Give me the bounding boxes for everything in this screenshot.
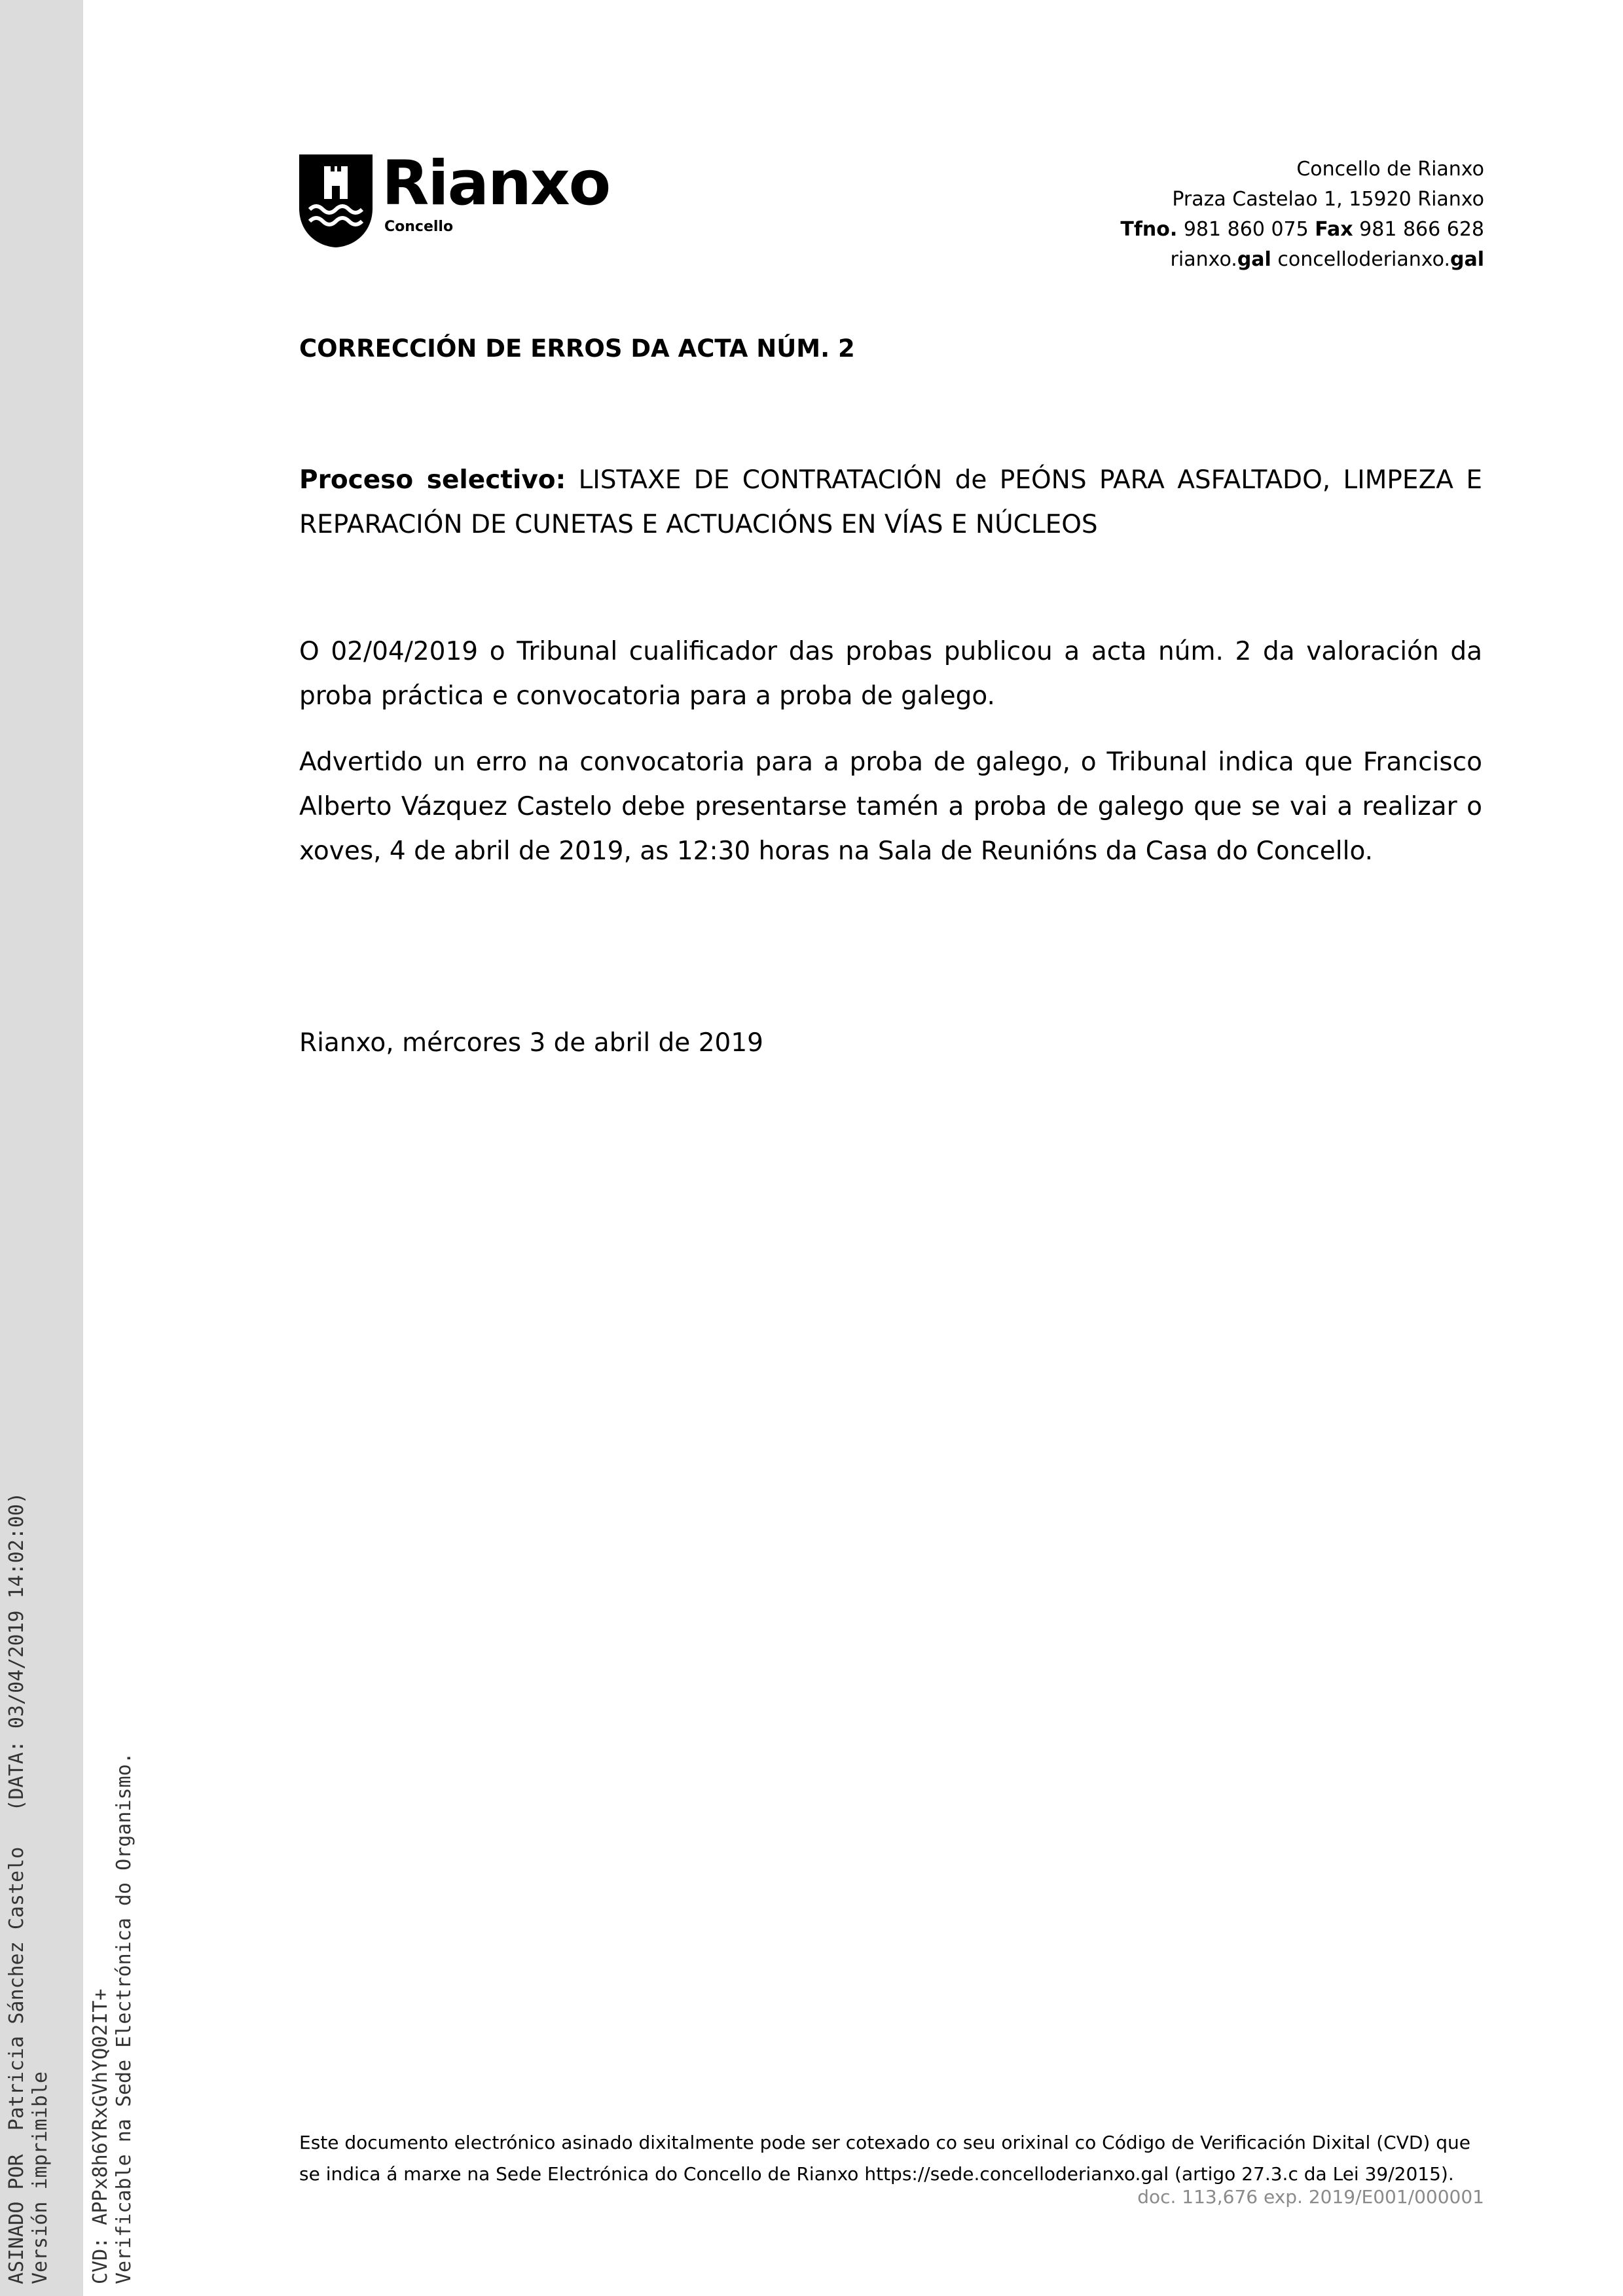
- coat-of-arms-icon: [299, 154, 373, 247]
- contact-webs: [1120, 245, 1484, 275]
- tel-label: Tfno.: [1120, 218, 1178, 241]
- logo-wordmark: Rianxo: [382, 148, 610, 219]
- web1-domain[interactable]: rianxo.: [1170, 248, 1237, 271]
- paragraph-2: Advertido un erro na convocatoria para a proba de galego, o Tribunal indica que Francisco Alberto Vázquez Castelo debe presentarse tamén a proba de galego que se vai a realizar o xoves, 4 de abril de 2019, as 12:30 horas na Sala de Reunións da Casa do Concello.: [299, 747, 1482, 866]
- web2-tld[interactable]: gal: [1450, 248, 1484, 271]
- web1-tld[interactable]: gal: [1237, 248, 1271, 271]
- document-reference: doc. 113,676 exp. 2019/E001/000001: [1137, 2186, 1484, 2208]
- paragraph-1: O 02/04/2019 o Tribunal cualificador das probas publicou a acta núm. 2 da valoración da proba práctica e convocatoria para a proba de galego.: [299, 637, 1482, 711]
- contact-phones: [1120, 215, 1484, 245]
- tel-value: 981 860 075: [1183, 218, 1309, 241]
- signature-line: ASINADO POR Patricia Sánchez Castelo (DATA: 03/04/2019 14:02:00): [5, 1492, 28, 2284]
- web2-domain[interactable]: concelloderianxo.: [1277, 248, 1450, 271]
- cvd-verification-note: Verificable na Sede Electrónica do Organismo.: [113, 1752, 136, 2284]
- process-paragraph: [299, 458, 1482, 547]
- cvd-stamp: [89, 1752, 136, 2284]
- contact-block: [1120, 154, 1484, 275]
- contact-name: Concello de Rianxo: [1296, 158, 1484, 181]
- document-title: CORRECCIÓN DE ERROS DA ACTA NÚM. 2: [299, 334, 855, 363]
- signature-stamp: [5, 1492, 52, 2284]
- cvd-notice: Este documento electrónico asinado dixitalmente pode ser cotexado co seu orixinal co Código de Verificación Dixital (CVD) que se indica á marxe na Sede Electrónica do Concello de Rianxo https://sede.concelloderianxo.gal (artigo 27.3.c da Lei 39/2015).: [299, 2132, 1470, 2185]
- printable-version-label: Versión imprimible: [29, 2071, 52, 2284]
- process-text: LISTAXE DE CONTRATACIÓN de PEÓNS PARA ASFALTADO, LIMPEZA E REPARACIÓN DE CUNETAS E ACTUACIÓNS EN VÍAS E NÚCLEOS: [299, 465, 1482, 539]
- cvd-code: CVD: APPx8h6YRxGVhYQ02IT+: [89, 1988, 112, 2284]
- concello-logo: [299, 148, 620, 253]
- fax-label: Fax: [1315, 218, 1353, 241]
- place-date: Rianxo, mércores 3 de abril de 2019: [299, 1028, 763, 1058]
- fax-value: 981 866 628: [1359, 218, 1484, 241]
- logo-subtitle: Concello: [384, 219, 454, 235]
- contact-address: Praza Castelao 1, 15920 Rianxo: [1172, 188, 1484, 211]
- process-label: Proceso selectivo:: [299, 465, 566, 495]
